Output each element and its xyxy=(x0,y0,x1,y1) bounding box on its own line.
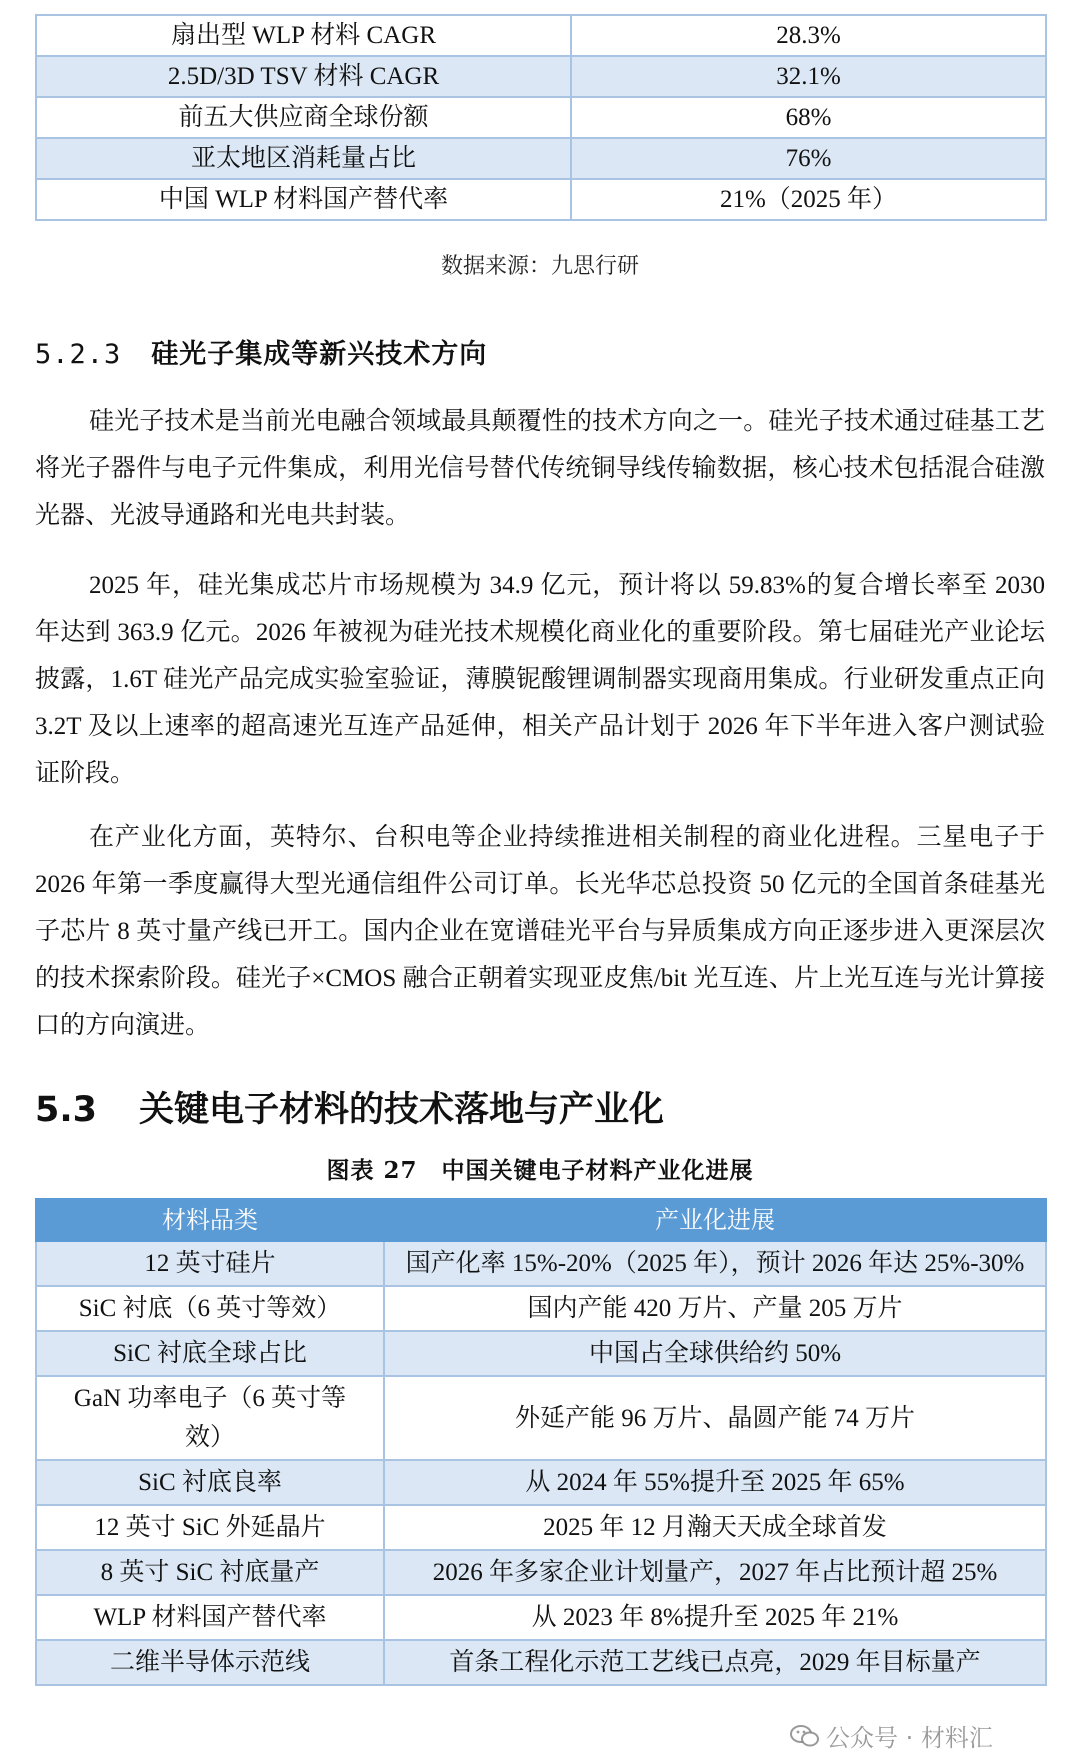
body-paragraph: 硅光子技术是当前光电融合领域最具颠覆性的技术方向之一。硅光子技术通过硅基工艺将光子器件与电子元件集成，利用光信号替代传统铜导线传输数据，核心技术包括混合硅激光器、光波导通路和光电共封装。 xyxy=(35,408,1045,529)
table-row xyxy=(36,1550,1046,1595)
table-row xyxy=(36,1286,1046,1331)
table-row xyxy=(36,56,1046,97)
figure-caption: 图表 27 中国关键电子材料产业化进展 xyxy=(326,1157,754,1184)
watermark-text: 公众号 · 材料汇 xyxy=(826,1724,993,1752)
table-row xyxy=(36,1595,1046,1640)
table-header-row xyxy=(36,1199,1046,1241)
column-header-progress: 产业化进展 xyxy=(384,1199,1046,1241)
progress-cell: 国内产能 420 万片、产量 205 万片 xyxy=(384,1286,1046,1331)
body-paragraph: 2025 年，硅光集成芯片市场规模为 34.9 亿元，预计将以 59.83%的复合增长率至 2030 年达到 363.9 亿元。2026 年被视为硅光技术规模化商业化的重要阶段。第七届硅光产业论坛披露，1.6T 硅光产品完成实验室验证，薄膜铌酸锂调制器实现商用集成。行业研发重点正向 3.2T 及以上速率的超高速光互连产品延伸，相关产品计划于 2026 年下半年进入客户测试验证阶段。 xyxy=(35,572,1045,787)
metric-value: 76% xyxy=(571,138,1046,179)
section-heading-5-2-3 xyxy=(35,332,487,371)
section-number: 5.3 xyxy=(35,1090,98,1130)
progress-cell: 国产化率 15%-20%（2025 年），预计 2026 年达 25%-30% xyxy=(384,1241,1046,1286)
progress-cell: 2025 年 12 月瀚天天成全球首发 xyxy=(384,1505,1046,1550)
table-row xyxy=(36,1331,1046,1376)
material-cell: SiC 衬底（6 英寸等效） xyxy=(36,1286,384,1331)
material-cell: GaN 功率电子（6 英寸等效） xyxy=(36,1376,384,1460)
progress-cell: 从 2023 年 8%提升至 2025 年 21% xyxy=(384,1595,1046,1640)
metric-value: 32.1% xyxy=(571,56,1046,97)
section-title: 硅光子集成等新兴技术方向 xyxy=(151,339,488,370)
table-row xyxy=(36,138,1046,179)
wlp-metrics-table xyxy=(35,14,1047,221)
material-cell: WLP 材料国产替代率 xyxy=(36,1595,384,1640)
metric-label: 亚太地区消耗量占比 xyxy=(36,138,571,179)
table-row xyxy=(36,1640,1046,1685)
table-row xyxy=(36,97,1046,138)
material-cell: 8 英寸 SiC 衬底量产 xyxy=(36,1550,384,1595)
metric-label: 前五大供应商全球份额 xyxy=(36,97,571,138)
table-row xyxy=(36,1505,1046,1550)
table-row xyxy=(36,1460,1046,1505)
progress-cell: 2026 年多家企业计划量产，2027 年占比预计超 25% xyxy=(384,1550,1046,1595)
table-row xyxy=(36,179,1046,220)
material-cell: SiC 衬底全球占比 xyxy=(36,1331,384,1376)
metric-value: 28.3% xyxy=(571,15,1046,56)
column-header-material: 材料品类 xyxy=(36,1199,384,1241)
section-heading-5-3 xyxy=(35,1082,664,1132)
metric-label: 2.5D/3D TSV 材料 CAGR xyxy=(36,56,571,97)
material-cell: SiC 衬底良率 xyxy=(36,1460,384,1505)
wechat-icon xyxy=(790,1724,820,1748)
progress-cell: 从 2024 年 55%提升至 2025 年 65% xyxy=(384,1460,1046,1505)
watermark xyxy=(790,1718,993,1753)
section-title: 关键电子材料的技术落地与产业化 xyxy=(139,1090,665,1130)
metric-label: 中国 WLP 材料国产替代率 xyxy=(36,179,571,220)
table-row xyxy=(36,15,1046,56)
table-row xyxy=(36,1376,1046,1460)
metric-label: 扇出型 WLP 材料 CAGR xyxy=(36,15,571,56)
material-cell: 12 英寸硅片 xyxy=(36,1241,384,1286)
industrialization-table xyxy=(35,1198,1047,1686)
material-cell: 二维半导体示范线 xyxy=(36,1640,384,1685)
body-paragraph: 在产业化方面，英特尔、台积电等企业持续推进相关制程的商业化进程。三星电子于 2026 年第一季度赢得大型光通信组件公司订单。长光华芯总投资 50 亿元的全国首条硅基光子芯片 8 英寸量产线已开工。国内企业在宽谱硅光平台与异质集成方向正逐步进入更深层次的技术探索阶段。硅光子×CMOS 融合正朝着实现亚皮焦/bit 光互连、片上光互连与光计算接口的方向演进。 xyxy=(35,824,1045,1039)
progress-cell: 首条工程化示范工艺线已点亮，2029 年目标量产 xyxy=(384,1640,1046,1685)
section-number: 5.2.3 xyxy=(35,339,122,370)
data-source-note: 数据来源：九思行研 xyxy=(440,254,639,279)
table-row xyxy=(36,1241,1046,1286)
metric-value: 68% xyxy=(571,97,1046,138)
progress-cell: 中国占全球供给约 50% xyxy=(384,1331,1046,1376)
metric-value: 21%（2025 年） xyxy=(571,179,1046,220)
progress-cell: 外延产能 96 万片、晶圆产能 74 万片 xyxy=(384,1376,1046,1460)
material-cell: 12 英寸 SiC 外延晶片 xyxy=(36,1505,384,1550)
